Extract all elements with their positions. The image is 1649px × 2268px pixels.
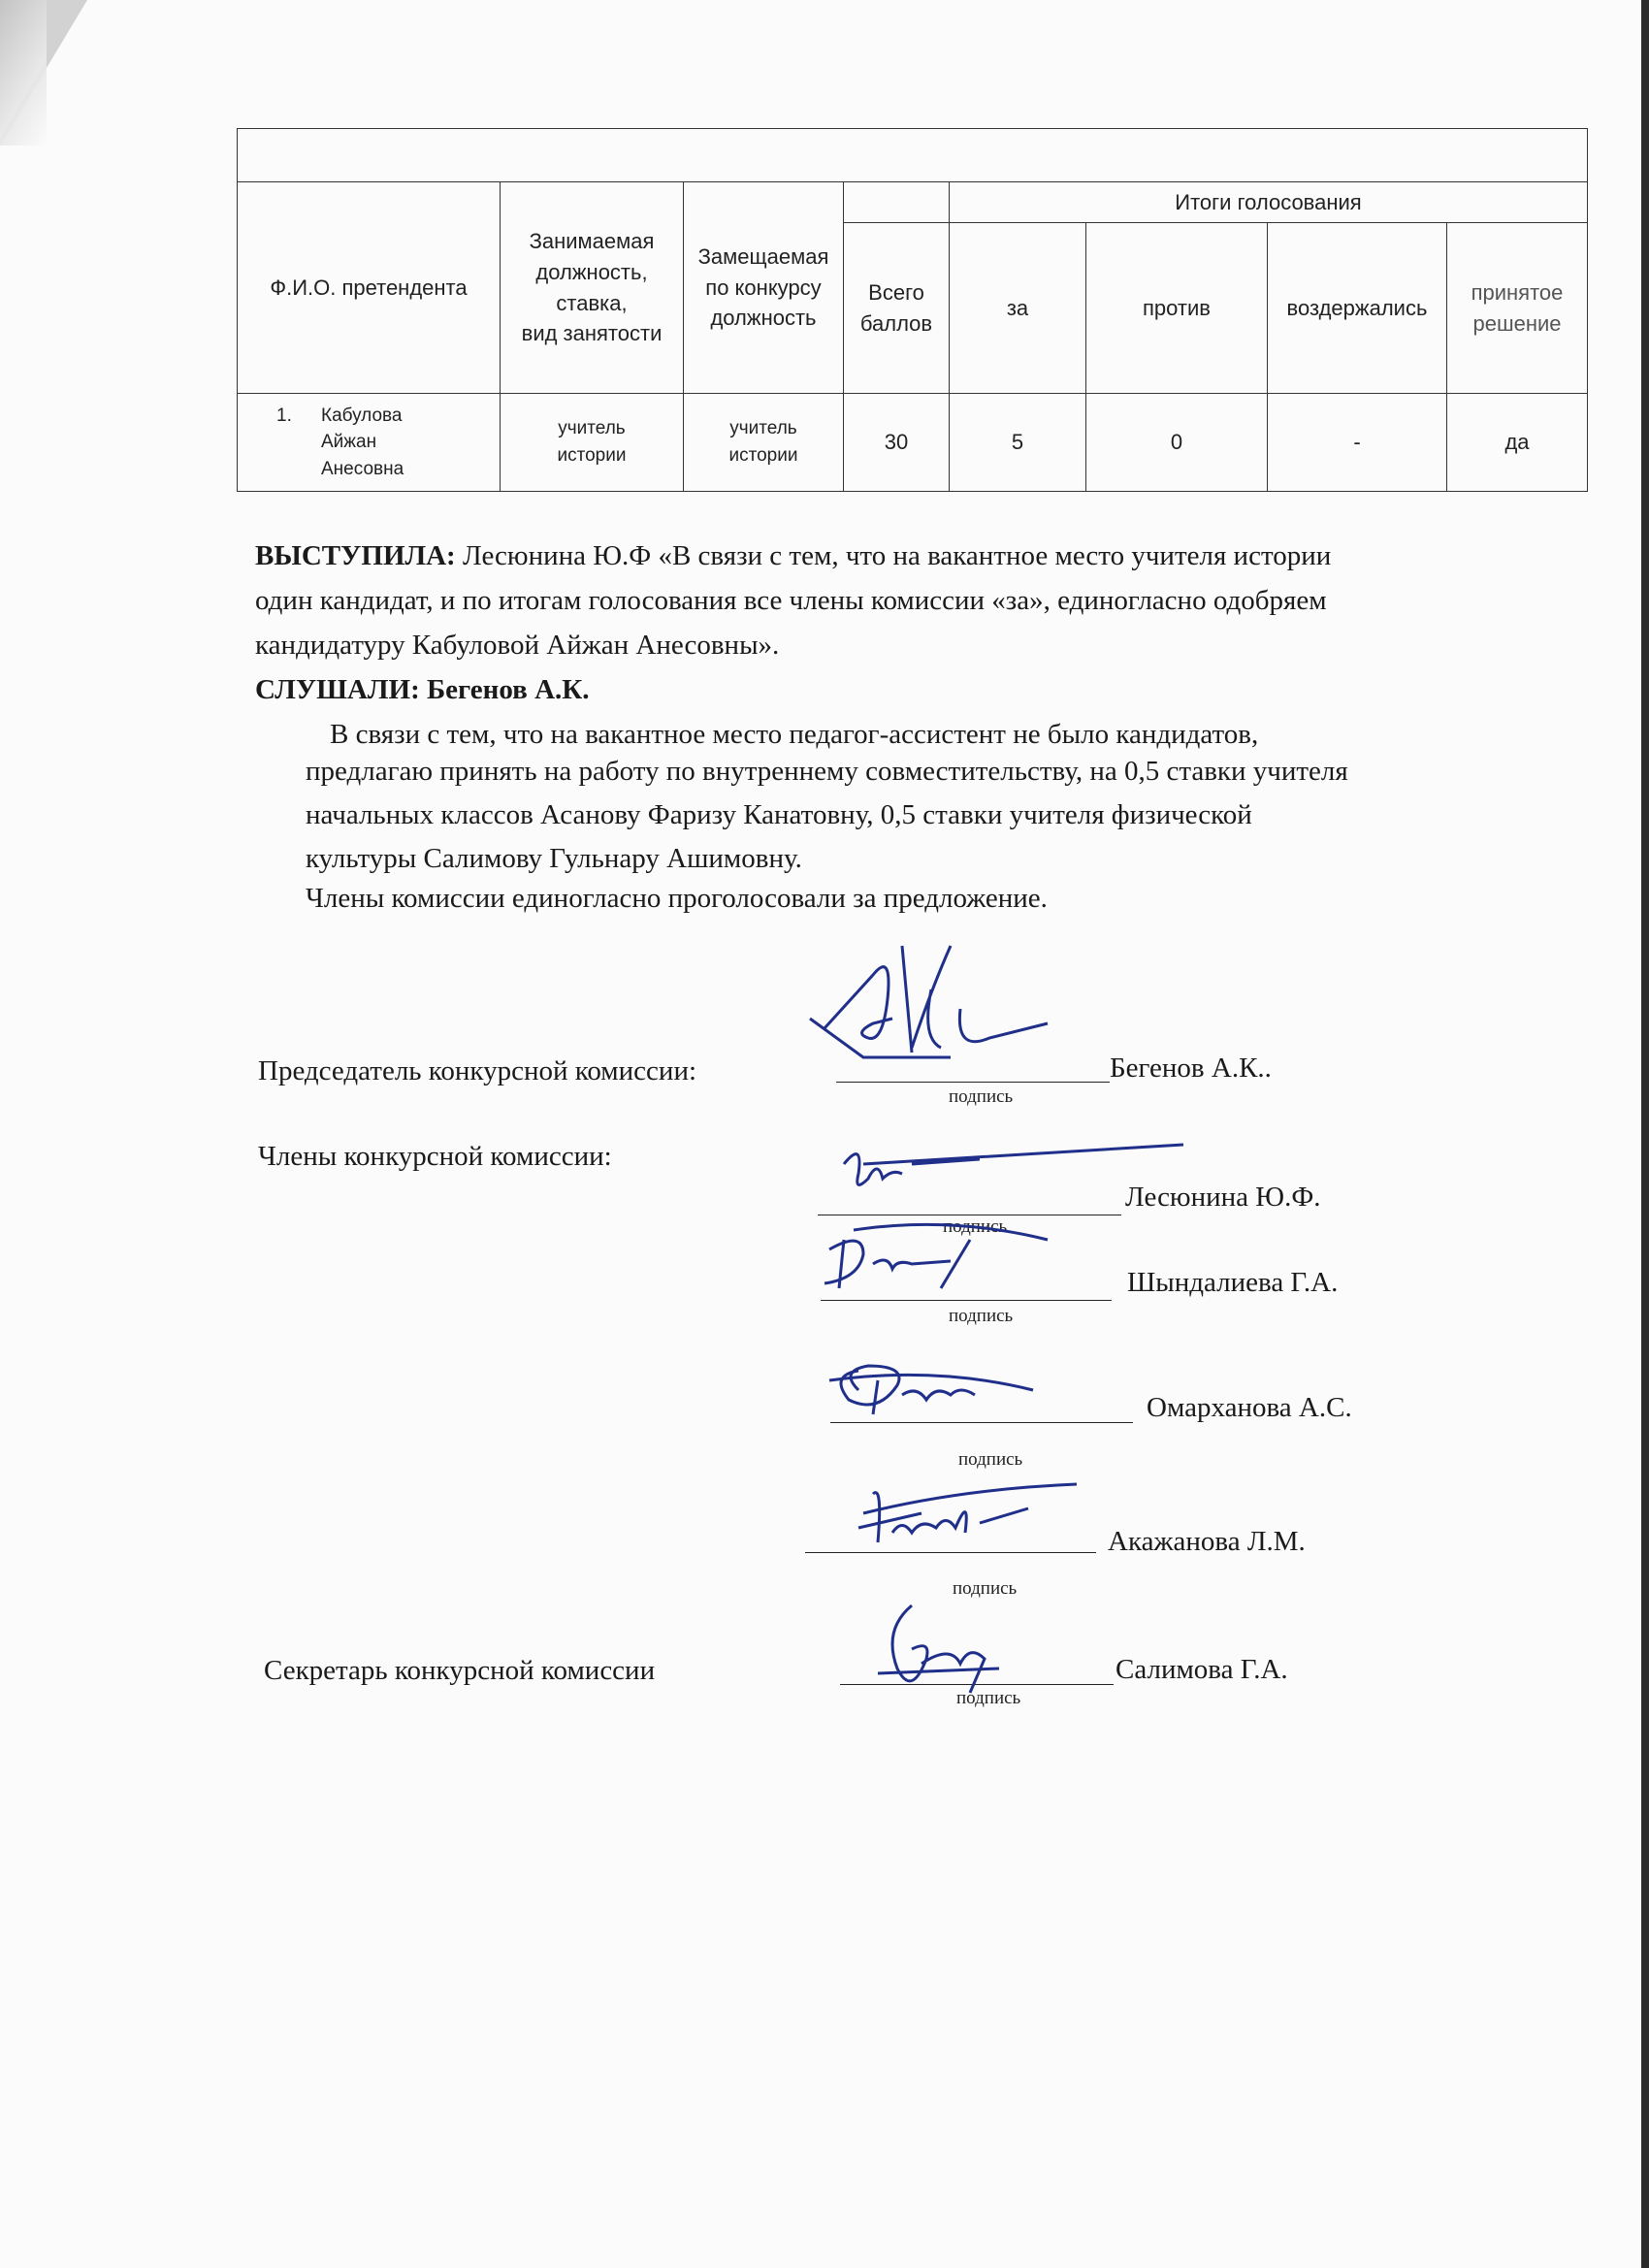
- header-fio: Ф.И.О. претендента: [238, 182, 501, 394]
- header-position: Занимаемая должность, ставка, вид занятости: [501, 182, 684, 394]
- spoke-paragraph: ВЫСТУПИЛА: Лесюнина Ю.Ф «В связи с тем, что на вакантное место учителя истории один кандидат, и по итогам голосования все члены комиссии «за», единогласно одобряем кандидатуру Кабуловой Айжан Анесовны».: [255, 540, 1332, 661]
- member2-signature-icon: [805, 1220, 1057, 1298]
- heard-line-1: В связи с тем, что на вакантное место педагог-ассистент не было кандидатов,: [330, 719, 1259, 750]
- secretary-signature-icon: [854, 1591, 1028, 1707]
- table-row: [238, 394, 1588, 492]
- cell-against: 0: [1086, 394, 1268, 492]
- member2-name: Шындалиева Г.А.: [1127, 1267, 1339, 1298]
- member4-signature-icon: [844, 1474, 1086, 1562]
- cell-abstained: -: [1268, 394, 1447, 492]
- header-voting-results: Итоги голосования: [950, 182, 1588, 223]
- members-label: Члены конкурсной комиссии:: [258, 1141, 612, 1172]
- cell-total: 30: [844, 394, 950, 492]
- heard-label: СЛУШАЛИ: Бегенов А.К.: [255, 674, 590, 705]
- chair-signature-icon: [795, 931, 1077, 1086]
- member1-signature-icon: [824, 1125, 1193, 1203]
- cell-vacancy: учитель истории: [684, 394, 844, 492]
- chair-label: Председатель конкурсной комиссии:: [258, 1055, 697, 1086]
- header-decision: принятое решение: [1447, 223, 1588, 394]
- member3-caption: подпись: [958, 1449, 1023, 1470]
- cell-decision: да: [1447, 394, 1588, 492]
- spoke-label: ВЫСТУПИЛА:: [255, 540, 456, 571]
- member3-name: Омарханова А.С.: [1147, 1392, 1352, 1423]
- heard-line-3: начальных классов Асанову Фаризу Канатовну, 0,5 ставки учителя физической: [306, 799, 1252, 830]
- folded-corner-shade: [0, 0, 47, 146]
- header-vacancy: Замещаемая по конкурсу должность: [684, 182, 844, 394]
- secretary-label: Секретарь конкурсной комиссии: [264, 1655, 656, 1686]
- member1-caption: подпись: [943, 1216, 1008, 1237]
- member4-name: Акажанова Л.М.: [1108, 1526, 1306, 1557]
- chair-name: Бегенов А.К..: [1110, 1053, 1272, 1084]
- member2-caption: подпись: [949, 1306, 1014, 1326]
- heard-line-2: предлагаю принять на работу по внутреннему совместительству, на 0,5 ставки учителя: [306, 756, 1348, 787]
- heard-line-4: культуры Салимову Гульнару Ашимовну.: [306, 843, 802, 874]
- member3-signature-icon: [820, 1346, 1052, 1424]
- cell-for: 5: [950, 394, 1086, 492]
- member1-name: Лесюнина Ю.Ф.: [1125, 1182, 1321, 1213]
- header-for: за: [950, 223, 1086, 394]
- header-total: Всего баллов: [844, 223, 950, 394]
- scan-edge: [1641, 0, 1649, 2268]
- table-empty-row: [238, 129, 1588, 182]
- secretary-name: Салимова Г.А.: [1116, 1654, 1288, 1685]
- table-header-row-1: [238, 182, 1588, 223]
- cell-name: 1. Кабулова Айжан Анесовна: [238, 394, 501, 492]
- header-abstained: воздержались: [1268, 223, 1447, 394]
- voting-results-table: [237, 128, 1588, 492]
- secretary-caption: подпись: [956, 1688, 1021, 1708]
- heard-line-5: Члены комиссии единогласно проголосовали за предложение.: [306, 883, 1048, 914]
- header-against: против: [1086, 223, 1268, 394]
- member4-caption: подпись: [953, 1578, 1018, 1599]
- chair-caption: подпись: [949, 1086, 1014, 1107]
- cell-position: учитель истории: [501, 394, 684, 492]
